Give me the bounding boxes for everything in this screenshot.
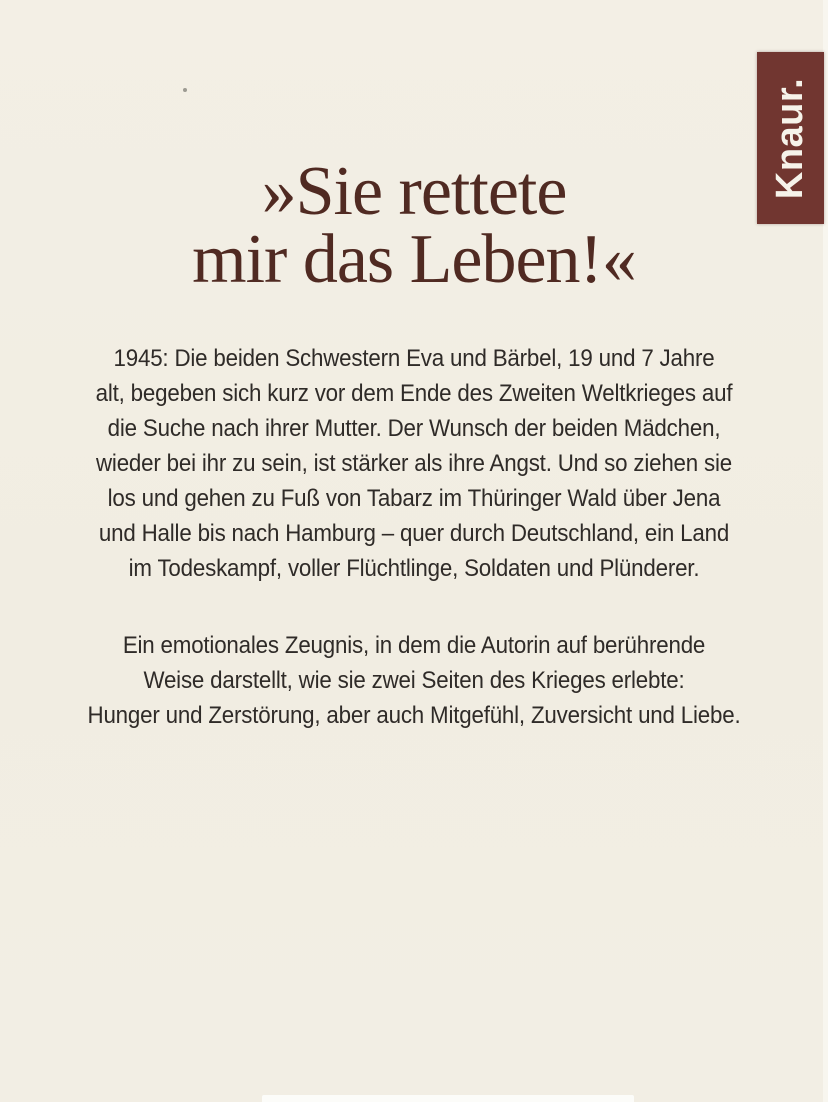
blurb-line: Ein emotionales Zeugnis, in dem die Autorin auf berührende xyxy=(122,632,706,659)
photo-edge-bottom xyxy=(262,1095,634,1102)
headline xyxy=(0,153,828,298)
blurb-line: die Suche nach ihrer Mutter. Der Wunsch der beiden Mädchen, xyxy=(107,415,721,442)
blurb-line: los und gehen zu Fuß von Tabarz im Thüringer Wald über Jena xyxy=(107,485,721,512)
blurb-line: wieder bei ihr zu sein, ist stärker als ihre Angst. Und so ziehen sie xyxy=(95,450,733,477)
blurb-line: alt, begeben sich kurz vor dem Ende des Zweiten Weltkrieges auf xyxy=(95,380,733,407)
headline-line: mir das Leben!« xyxy=(192,221,636,298)
headline-line: »Sie rettete xyxy=(261,153,567,230)
blurb-line: im Todeskampf, voller Flüchtlinge, Soldaten und Plünderer. xyxy=(128,555,700,582)
paper-speck xyxy=(183,88,187,92)
blurb-paragraph-2 xyxy=(0,628,828,733)
blurb-line: 1945: Die beiden Schwestern Eva und Bärbel, 19 und 7 Jahre xyxy=(113,345,715,372)
publisher-logo-text: Knaur. xyxy=(769,77,811,199)
blurb-paragraph-1 xyxy=(0,341,828,586)
blurb-line: Hunger und Zerstörung, aber auch Mitgefühl, Zuversicht und Liebe. xyxy=(87,702,741,729)
blurb-line: und Halle bis nach Hamburg – quer durch Deutschland, ein Land xyxy=(98,520,730,547)
blurb-line: Weise darstellt, wie sie zwei Seiten des Krieges erlebte: xyxy=(143,667,685,694)
